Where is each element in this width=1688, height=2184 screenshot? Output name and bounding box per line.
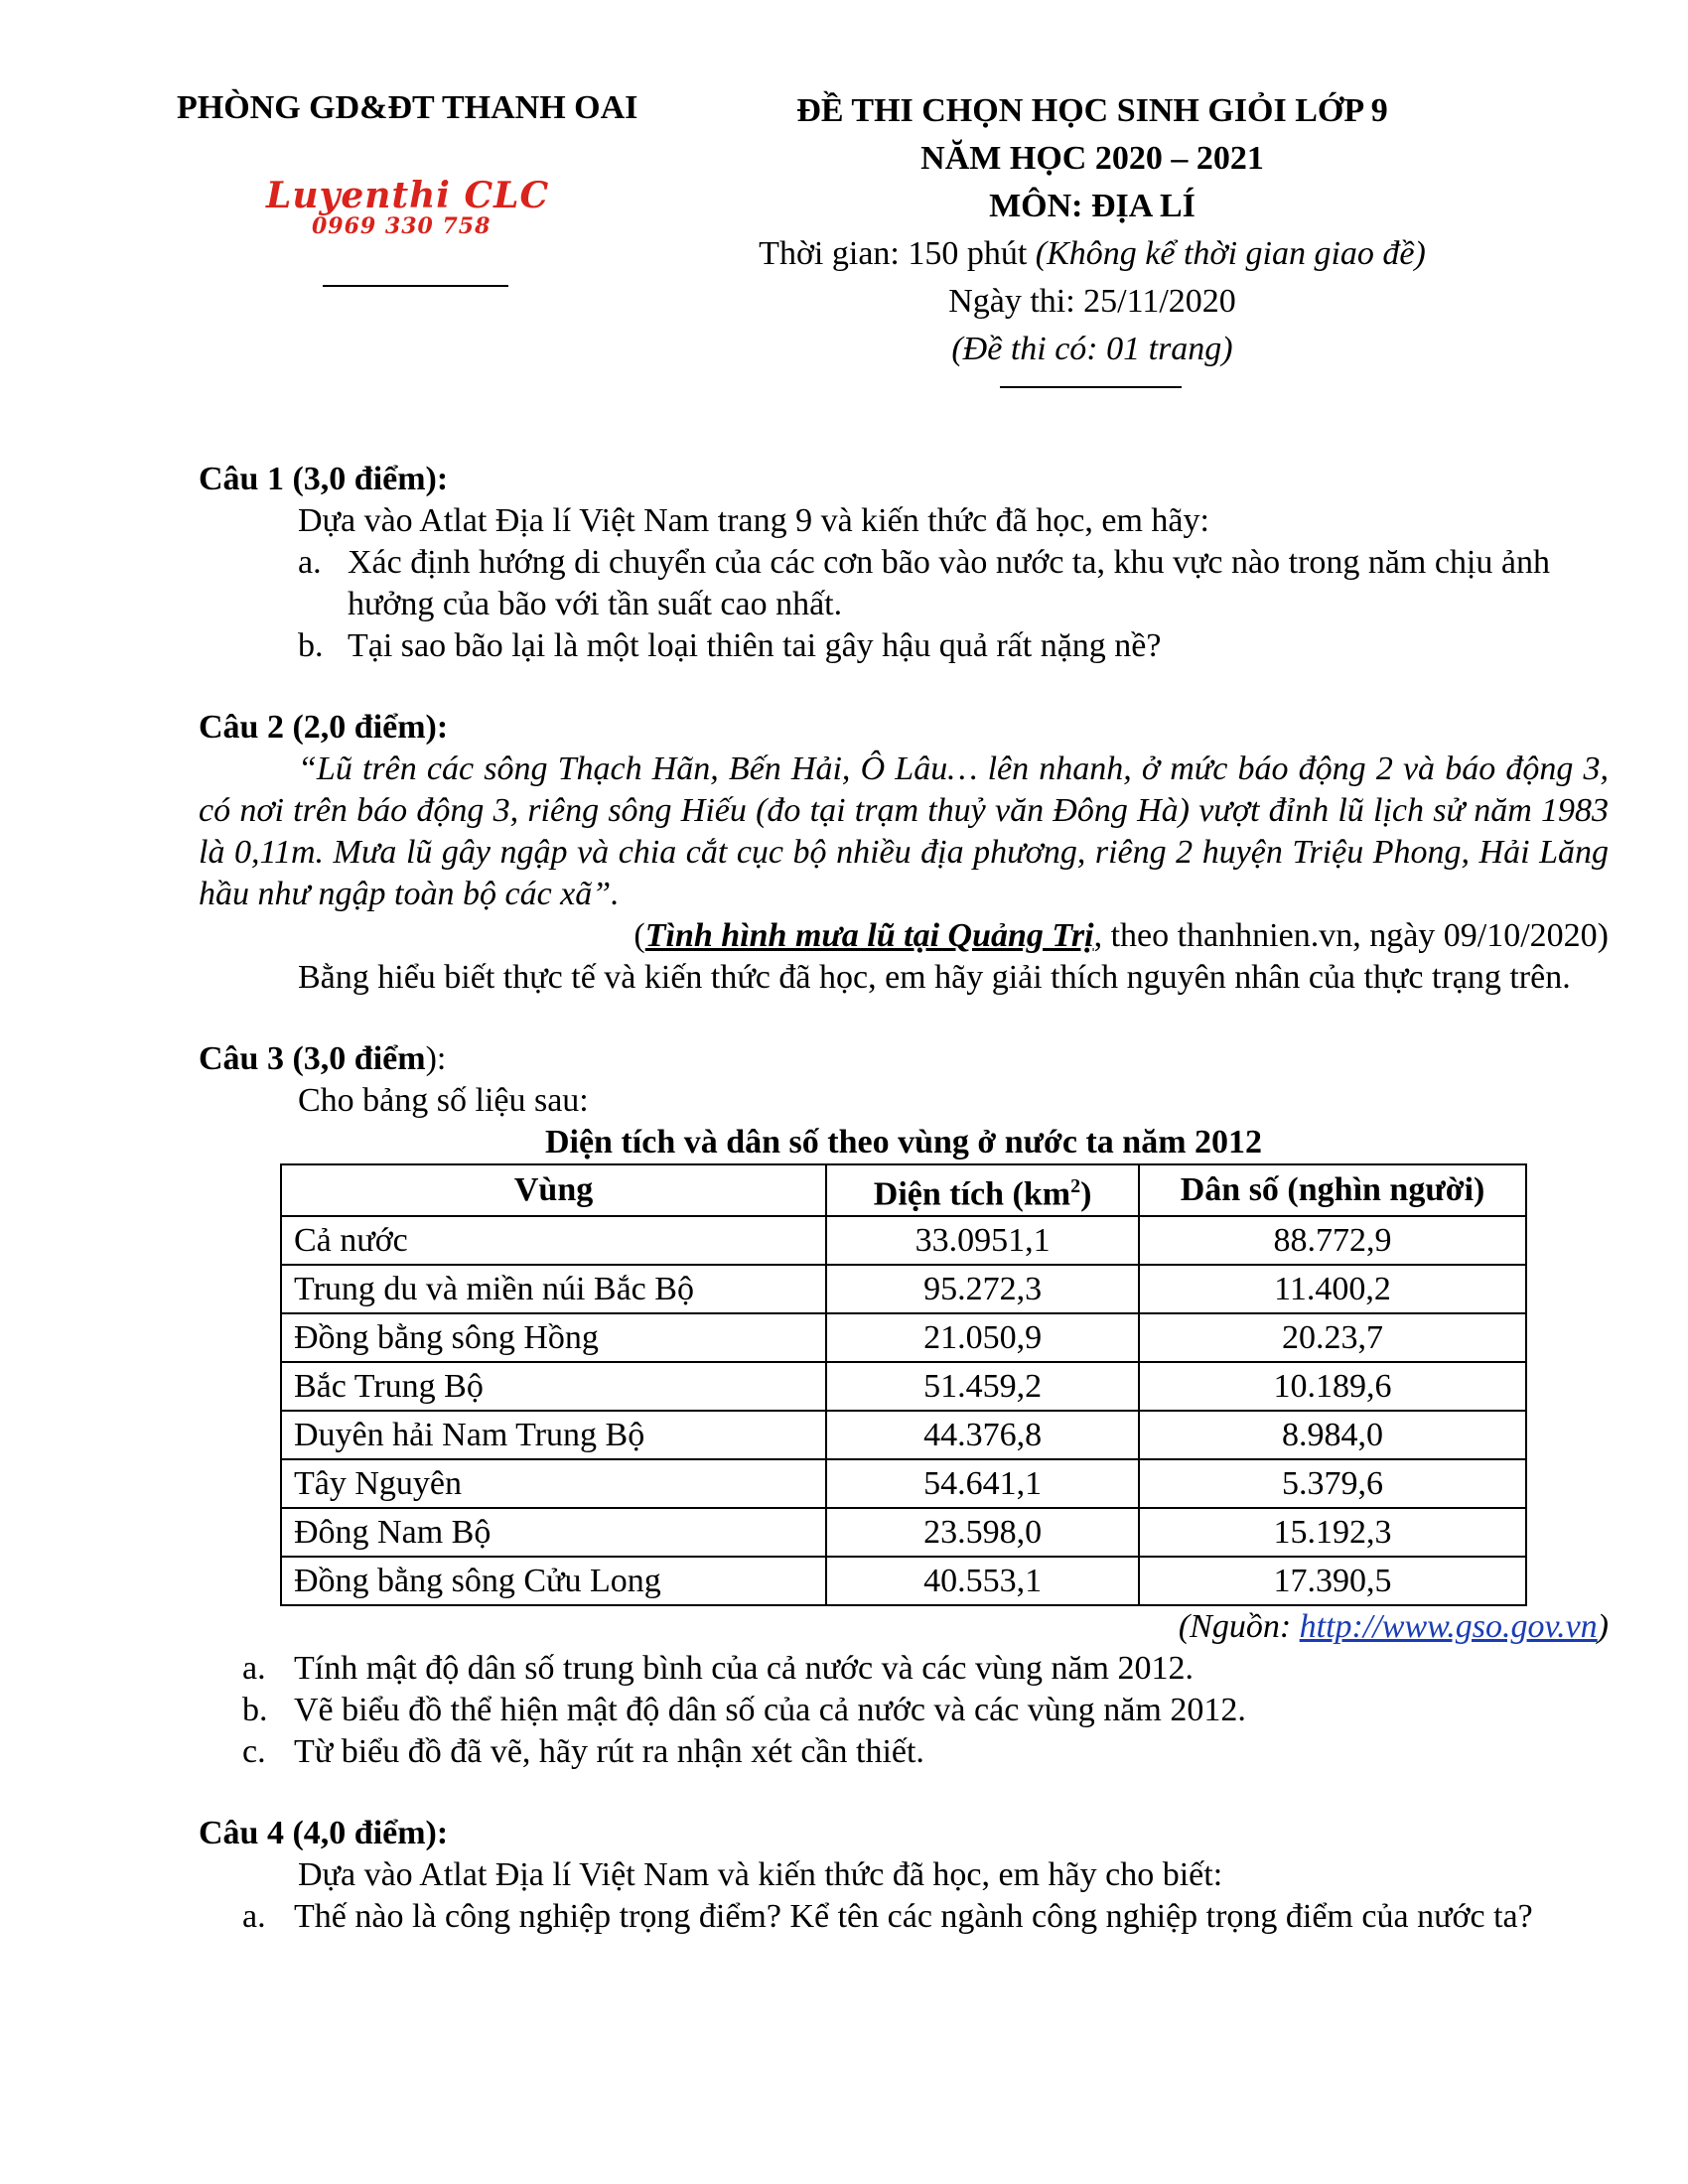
logo-phone: 0969 330 758	[312, 213, 492, 239]
q3-item-text: Vẽ biểu đồ thể hiện mật độ dân số của cả nước và các vùng năm 2012.	[294, 1692, 1246, 1729]
q1-item-text: Tại sao bão lại là một loại thiên tai gây hậu quả rất nặng nề?	[348, 627, 1162, 664]
population-cell: 17.390,5	[1139, 1557, 1526, 1605]
q4-item-a	[199, 1896, 1609, 1938]
population-cell: 88.772,9	[1139, 1216, 1526, 1265]
population-cell: 5.379,6	[1139, 1459, 1526, 1508]
region-cell: Bắc Trung Bộ	[281, 1362, 826, 1411]
citation-open: (	[633, 917, 645, 954]
area-cell: 51.459,2	[826, 1362, 1139, 1411]
q2-title: Câu 2 (2,0 điểm):	[199, 709, 449, 746]
q3-title	[199, 1038, 1609, 1080]
region-cell: Đồng bằng sông Cửu Long	[281, 1557, 826, 1605]
region-cell: Đồng bằng sông Hồng	[281, 1313, 826, 1362]
population-cell: 8.984,0	[1139, 1411, 1526, 1459]
source-label: (Nguồn:	[1178, 1608, 1300, 1646]
area-cell: 23.598,0	[826, 1508, 1139, 1557]
q3-item-text: Tính mật độ dân số trung bình của cả nước và các vùng năm 2012.	[294, 1650, 1194, 1688]
table-row	[281, 1508, 1526, 1557]
area-cell: 40.553,1	[826, 1557, 1139, 1605]
area-cell: 33.0951,1	[826, 1216, 1139, 1265]
q3-item-c	[199, 1731, 1609, 1773]
source-link[interactable]: http://www.gso.gov.vn	[1299, 1608, 1598, 1646]
table-row	[281, 1557, 1526, 1605]
region-cell: Cả nước	[281, 1216, 826, 1265]
q3-item-b	[199, 1690, 1609, 1731]
region-cell: Đông Nam Bộ	[281, 1508, 826, 1557]
q3-item-text: Từ biểu đồ đã vẽ, hãy rút ra nhận xét cần thiết.	[294, 1733, 924, 1771]
table-title: Diện tích và dân số theo vùng ở nước ta năm 2012	[544, 1124, 1263, 1160]
q3-item-label: a.	[242, 1650, 266, 1688]
citation-rest: , theo thanhnien.vn, ngày 09/10/2020)	[1093, 917, 1609, 954]
exam-title: ĐỀ THI CHỌN HỌC SINH GIỎI LỚP 9	[796, 92, 1388, 129]
right-divider	[1000, 386, 1182, 388]
time-label: Thời gian: 150 phút	[759, 235, 1036, 272]
subject: MÔN: ĐỊA LÍ	[989, 188, 1196, 224]
q2-quote: “Lũ trên các sông Thạch Hãn, Bến Hải, Ô Lâu… lên nhanh, ở mức báo động 2 và báo động 3, có nơi trên báo động 3, riêng sông Hiếu (đo tại trạm thuỷ văn Đông Hà) vượt đỉnh lũ lịch sử năm 1983 là 0,11m. Mưa lũ gây ngập và chia cắt cục bộ nhiều địa phương, riêng 2 huyện Triệu Phong, Hải Lăng hầu như ngập toàn bộ các xã”.	[199, 751, 1609, 912]
department-name: PHÒNG GD&ĐT THANH OAI	[177, 89, 638, 126]
q1-item-a	[199, 542, 1609, 625]
table-row	[281, 1216, 1526, 1265]
q1-intro: Dựa vào Atlat Địa lí Việt Nam trang 9 và kiến thức đã học, em hãy:	[298, 502, 1209, 539]
q1-item-b	[199, 625, 1609, 667]
q4-item-label: a.	[242, 1898, 266, 1936]
source-close: )	[1597, 1608, 1609, 1646]
logo	[266, 177, 584, 238]
header-area	[826, 1164, 1139, 1216]
table-row	[281, 1411, 1526, 1459]
q1-item-label: a.	[298, 544, 322, 581]
q4-title: Câu 4 (4,0 điểm):	[199, 1815, 449, 1852]
region-cell: Tây Nguyên	[281, 1459, 826, 1508]
q3-title-bold: Câu 3 (3,0 điểm	[199, 1040, 426, 1077]
population-cell: 20.23,7	[1139, 1313, 1526, 1362]
population-cell: 10.189,6	[1139, 1362, 1526, 1411]
q3-item-a	[199, 1648, 1609, 1690]
population-cell: 15.192,3	[1139, 1508, 1526, 1557]
header-population: Dân số (nghìn người)	[1139, 1164, 1526, 1216]
q3-intro: Cho bảng số liệu sau:	[298, 1082, 589, 1119]
q1-title: Câu 1 (3,0 điểm):	[199, 461, 449, 497]
left-divider	[323, 285, 508, 287]
area-unit-sup: 2	[1070, 1175, 1081, 1197]
q3-title-end: ):	[425, 1040, 447, 1077]
pages-note: (Đề thi có: 01 trang)	[951, 331, 1233, 367]
q4-item-text: Thế nào là công nghiệp trọng điểm? Kể tên các ngành công nghiệp trọng điểm của nước ta?	[294, 1898, 1533, 1936]
table-header-row	[281, 1164, 1526, 1216]
population-cell: 11.400,2	[1139, 1265, 1526, 1313]
area-cell: 44.376,8	[826, 1411, 1139, 1459]
exam-content	[199, 459, 1609, 1938]
region-cell: Duyên hải Nam Trung Bộ	[281, 1411, 826, 1459]
q2-task: Bằng hiểu biết thực tế và kiến thức đã học, em hãy giải thích nguyên nhân của thực trạng trên.	[298, 959, 1571, 996]
q1-item-text: Xác định hướng di chuyển của các cơn bão vào nước ta, khu vực nào trong năm chịu ảnh hưởng của bão với tần suất cao nhất.	[348, 544, 1551, 622]
time-note: (Không kể thời gian giao đề)	[1035, 235, 1426, 272]
table-row	[281, 1362, 1526, 1411]
area-cell: 21.050,9	[826, 1313, 1139, 1362]
school-year: NĂM HỌC 2020 – 2021	[920, 140, 1264, 177]
table-row	[281, 1265, 1526, 1313]
q1-item-label: b.	[298, 627, 324, 664]
logo-name: Luyenthi CLC	[266, 175, 550, 216]
header-region: Vùng	[281, 1164, 826, 1216]
area-cell: 54.641,1	[826, 1459, 1139, 1508]
exam-time	[685, 230, 1499, 278]
data-table	[280, 1163, 1527, 1606]
q4-intro: Dựa vào Atlat Địa lí Việt Nam và kiến thức đã học, em hãy cho biết:	[298, 1856, 1223, 1894]
header-area-text: Diện tích (km	[873, 1175, 1071, 1213]
table-row	[281, 1459, 1526, 1508]
area-cell: 95.272,3	[826, 1265, 1139, 1313]
table-source	[199, 1606, 1609, 1648]
area-unit-close: )	[1080, 1175, 1092, 1213]
exam-date: Ngày thi: 25/11/2020	[948, 283, 1236, 320]
table-row	[281, 1313, 1526, 1362]
q3-item-label: c.	[242, 1733, 266, 1771]
q2-citation	[199, 915, 1609, 957]
q3-item-label: b.	[242, 1692, 268, 1729]
exam-header	[685, 87, 1499, 373]
region-cell: Trung du và miền núi Bắc Bộ	[281, 1265, 826, 1313]
citation-title: Tình hình mưa lũ tại Quảng Trị	[644, 917, 1094, 954]
